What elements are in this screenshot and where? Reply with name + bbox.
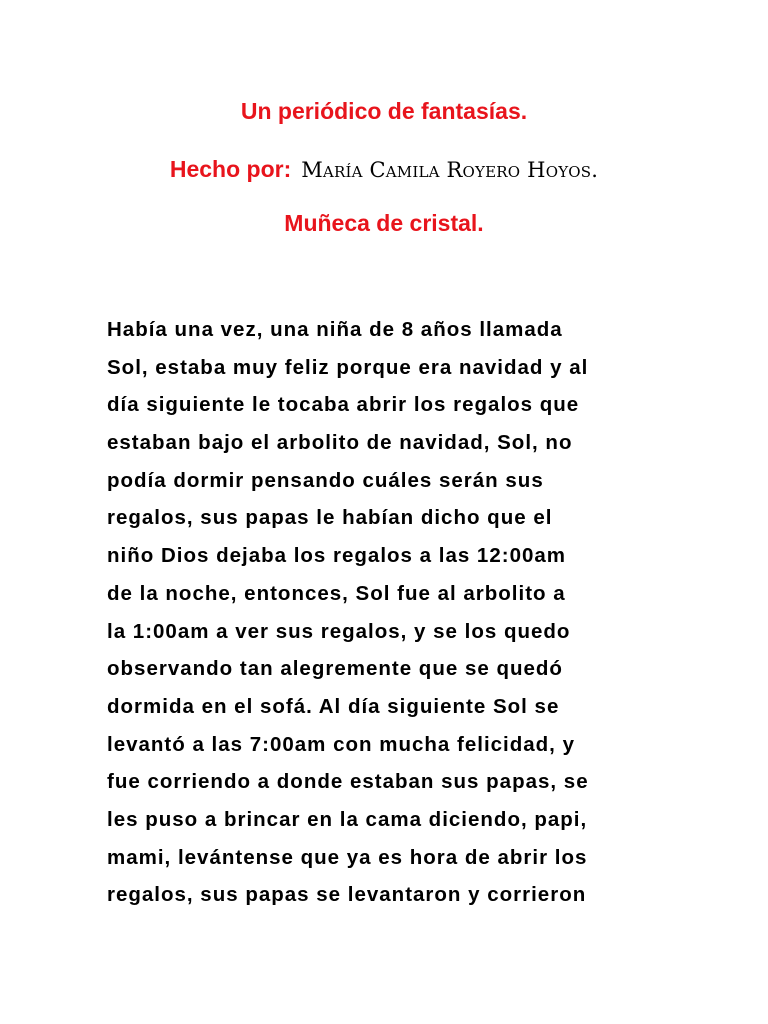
body-line: podía dormir pensando cuáles serán sus (107, 468, 544, 492)
body-line: Había una vez, una niña de 8 años llamada (107, 318, 563, 341)
body-line: estaban bajo el arbolito de navidad, Sol, no (107, 431, 573, 455)
body-line: fue corriendo a donde estaban sus papas, se (107, 770, 589, 794)
body-line: día siguiente le tocaba abrir los regalos que (107, 393, 580, 417)
document-title: Un periódico de fantasías. (240, 98, 528, 124)
body-line: regalos, sus papas le habían dicho que el (107, 506, 553, 530)
body-line: Sol, estaba muy feliz porque era navidad y al (107, 355, 589, 379)
author-name: María Camila Royero Hoyos. (301, 158, 599, 182)
body-line: les puso a brincar en la cama diciendo, papi, (107, 807, 588, 831)
story-body (107, 311, 667, 914)
body-line: observando tan alegremente que se quedó (107, 657, 563, 681)
body-line: dormida en el sofá. Al día siguiente Sol se (107, 694, 560, 718)
body-line: de la noche, entonces, Sol fue al arbolito a (107, 581, 566, 605)
body-line: niño Dios dejaba los regalos a las 12:00am (107, 544, 566, 568)
body-line: levantó a las 7:00am con mucha felicidad, y (107, 732, 575, 756)
body-line: mami, levántense que ya es hora de abrir los (107, 845, 588, 869)
body-line: la 1:00am a ver sus regalos, y se los quedo (107, 619, 571, 643)
author-label: Hecho por: (169, 156, 292, 182)
body-line: regalos, sus papas se levantaron y corrieron (107, 883, 587, 907)
author-line (0, 156, 768, 183)
story-title: Muñeca de cristal. (284, 210, 484, 236)
